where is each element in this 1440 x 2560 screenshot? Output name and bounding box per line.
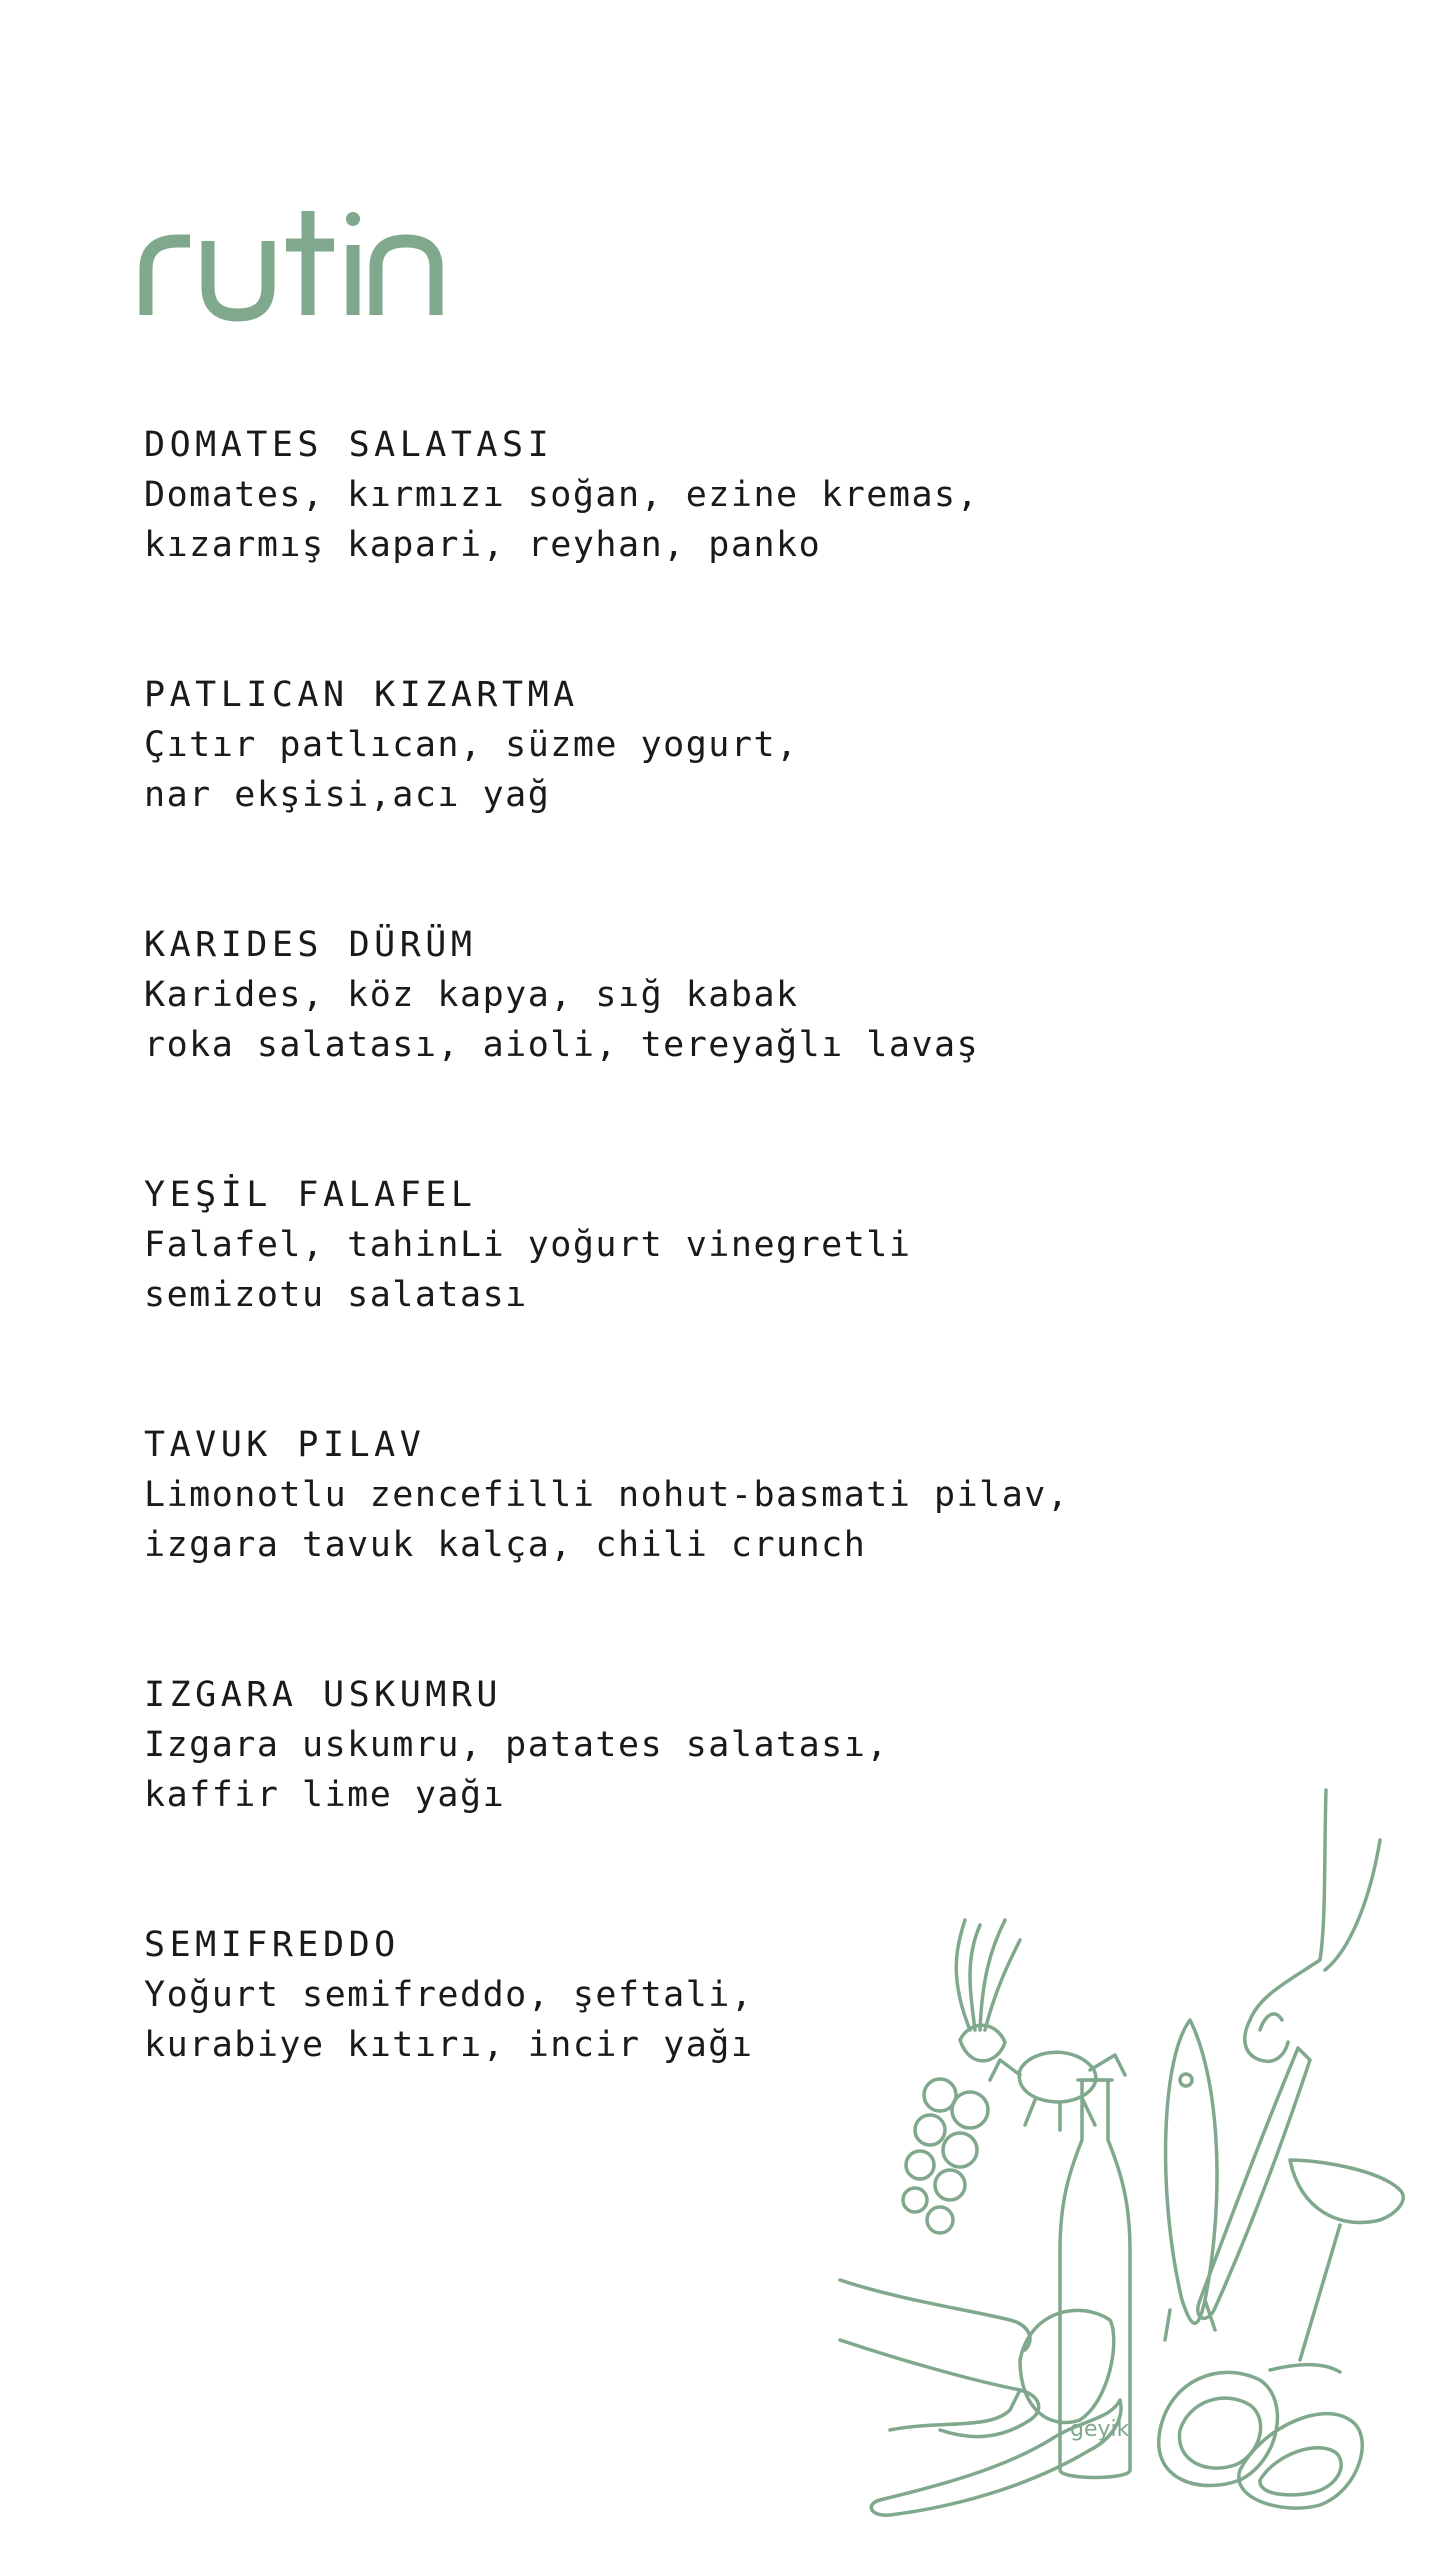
menu-item-description: kaffir lime yağı [144, 1775, 506, 1815]
menu-item-description: Domates, kırmızı soğan, ezine kremas, [144, 475, 980, 515]
food-and-wine-line-drawing-icon [820, 1780, 1410, 2520]
menu-item-title: KARIDES DÜRÜM [144, 925, 477, 965]
menu-item [144, 1420, 1294, 1570]
menu-item-title: IZGARA USKUMRU [144, 1675, 503, 1715]
menu-item-description: Izgara uskumru, patates salatası, [144, 1725, 889, 1765]
menu-item [144, 920, 1294, 1070]
menu-item-title: TAVUK PILAV [144, 1425, 426, 1465]
menu-item-description: nar ekşisi,acı yağ [144, 775, 551, 815]
menu-item-description: Falafel, tahinLi yoğurt vinegretli [144, 1225, 912, 1265]
menu-item-description: Çıtır patlıcan, süzme yogurt, [144, 725, 799, 765]
menu-item [144, 670, 1294, 820]
menu-item-description: kurabiye kıtırı, incir yağı [144, 2025, 754, 2065]
menu-item-title: DOMATES SALATASI [144, 425, 554, 465]
menu-item-title: YEŞİL FALAFEL [144, 1175, 477, 1215]
menu-item-description: Yoğurt semifreddo, şeftali, [144, 1975, 754, 2015]
menu-item-title: SEMIFREDDO [144, 1925, 400, 1965]
menu-item-description: roka salatası, aioli, tereyağlı lavaş [144, 1025, 980, 1065]
menu-item-description: Karides, köz kapya, sığ kabak [144, 975, 799, 1015]
menu-item-description: izgara tavuk kalça, chili crunch [144, 1525, 867, 1565]
menu-item [144, 1170, 1294, 1320]
menu-item-title: PATLICAN KIZARTMA [144, 675, 579, 715]
menu-item-description: Limonotlu zencefilli nohut-basmati pilav, [144, 1475, 1070, 1515]
bottle-label: geyik [1070, 2417, 1130, 2442]
menu-item-description: kızarmış kapari, reyhan, panko [144, 525, 822, 565]
menu-item [144, 420, 1294, 570]
menu-item-description: semizotu salatası [144, 1275, 528, 1315]
brand-logo [138, 205, 458, 325]
